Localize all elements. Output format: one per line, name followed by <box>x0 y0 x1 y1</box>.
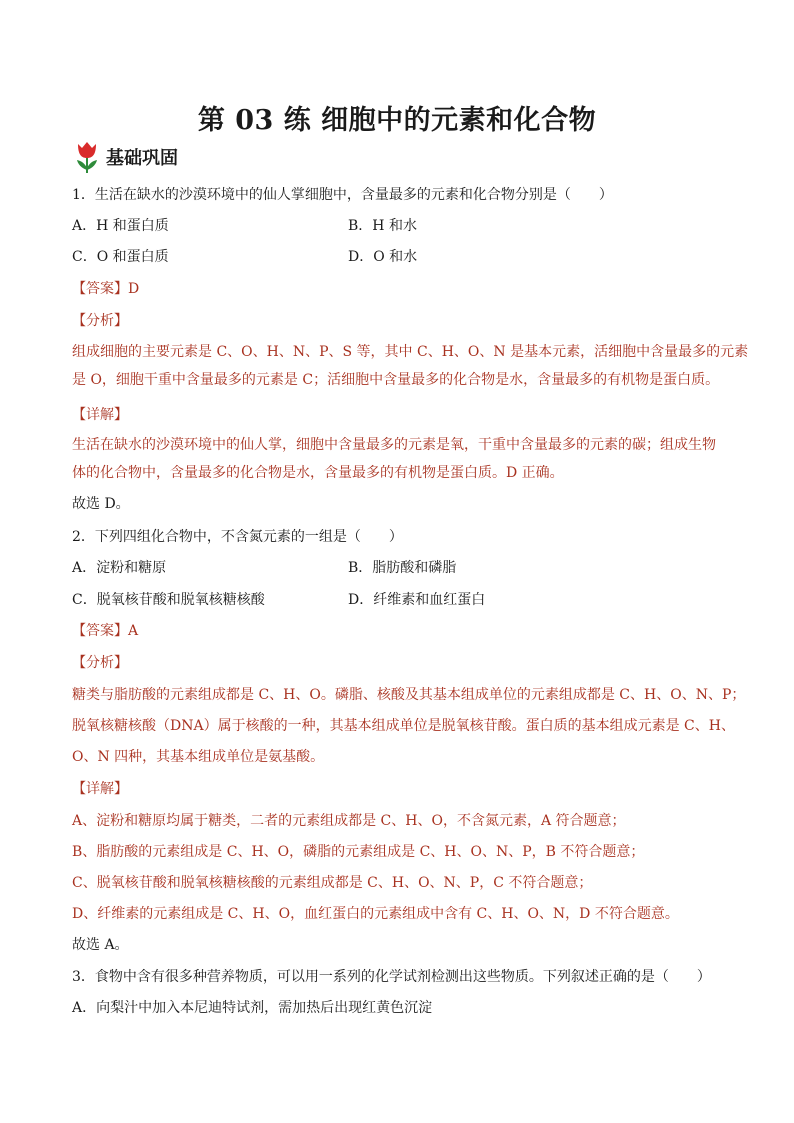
q2-detail-label: 【详解】 <box>72 781 128 797</box>
q1-option-d: D．O 和水 <box>348 249 418 265</box>
q2-analysis-line-2: 脱氧核糖核酸（DNA）属于核酸的一种，其基本组成单位是脱氧核苷酸。蛋白质的基本组成元素是 C、H、 <box>72 718 735 734</box>
q2-detail-b: B、脂肪酸的元素组成是 C、H、O，磷脂的元素组成是 C、H、O、N、P，B 不符合题意； <box>72 844 645 860</box>
q2-conclusion: 故选 A。 <box>72 937 129 953</box>
tulip-icon <box>72 140 102 174</box>
q1-option-b: B．H 和水 <box>348 218 417 234</box>
q2-analysis-label: 【分析】 <box>72 655 128 671</box>
q2-answer: 【答案】A <box>72 623 139 639</box>
section-header <box>72 140 178 174</box>
q1-analysis-line-2: 是 O，细胞干重中含量最多的元素是 C；活细胞中含量最多的化合物是水，含量最多的有机物是蛋白质。 <box>72 372 720 388</box>
q3-option-a: A．向梨汁中加入本尼迪特试剂，需加热后出现红黄色沉淀 <box>72 1000 433 1016</box>
q1-option-a: A．H 和蛋白质 <box>72 218 169 234</box>
question-3-stem: 3．食物中含有很多种营养物质，可以用一系列的化学试剂检测出这些物质。下列叙述正确的是（ ） <box>72 969 711 985</box>
q1-analysis-line-1: 组成细胞的主要元素是 C、O、H、N、P、S 等，其中 C、H、O、N 是基本元素，活细胞中含量最多的元素 <box>72 344 749 360</box>
page-title: 第 03 练 细胞中的元素和化合物 <box>197 105 597 136</box>
q1-detail-label: 【详解】 <box>72 407 128 423</box>
q2-option-a: A．淀粉和糖原 <box>72 560 167 576</box>
q1-detail-line-2: 体的化合物中，含量最多的化合物是水，含量最多的有机物是蛋白质。D 正确。 <box>72 465 564 481</box>
question-1-stem: 1．生活在缺水的沙漠环境中的仙人掌细胞中，含量最多的元素和化合物分别是（ ） <box>72 187 613 203</box>
q2-option-b: B．脂肪酸和磷脂 <box>348 560 457 576</box>
q2-option-d: D．纤维素和血红蛋白 <box>348 592 486 608</box>
q2-option-c: C．脱氧核苷酸和脱氧核糖核酸 <box>72 592 265 608</box>
q1-conclusion: 故选 D。 <box>72 496 130 512</box>
q2-detail-a: A、淀粉和糖原均属于糖类，二者的元素组成都是 C、H、O，不含氮元素，A 符合题意； <box>72 813 626 829</box>
q1-analysis-label: 【分析】 <box>72 313 128 329</box>
q2-analysis-line-3: O、N 四种，其基本组成单位是氨基酸。 <box>72 749 325 765</box>
section-label: 基础巩固 <box>106 148 178 169</box>
q2-analysis-line-1: 糖类与脂肪酸的元素组成都是 C、H、O。磷脂、核酸及其基本组成单位的元素组成都是 C、H、O、N、P； <box>72 687 746 703</box>
q1-detail-line-1: 生活在缺水的沙漠环境中的仙人掌，细胞中含量最多的元素是氧，干重中含量最多的元素的碳；组成生物 <box>72 437 716 453</box>
q1-answer: 【答案】D <box>72 281 140 297</box>
q1-option-c: C．O 和蛋白质 <box>72 249 169 265</box>
q2-detail-c: C、脱氧核苷酸和脱氧核糖核酸的元素组成都是 C、H、O、N、P，C 不符合题意； <box>72 875 593 891</box>
question-2-stem: 2．下列四组化合物中，不含氮元素的一组是（ ） <box>72 529 403 545</box>
q2-detail-d: D、纤维素的元素组成是 C、H、O，血红蛋白的元素组成中含有 C、H、O、N，D 不符合题意。 <box>72 906 679 922</box>
